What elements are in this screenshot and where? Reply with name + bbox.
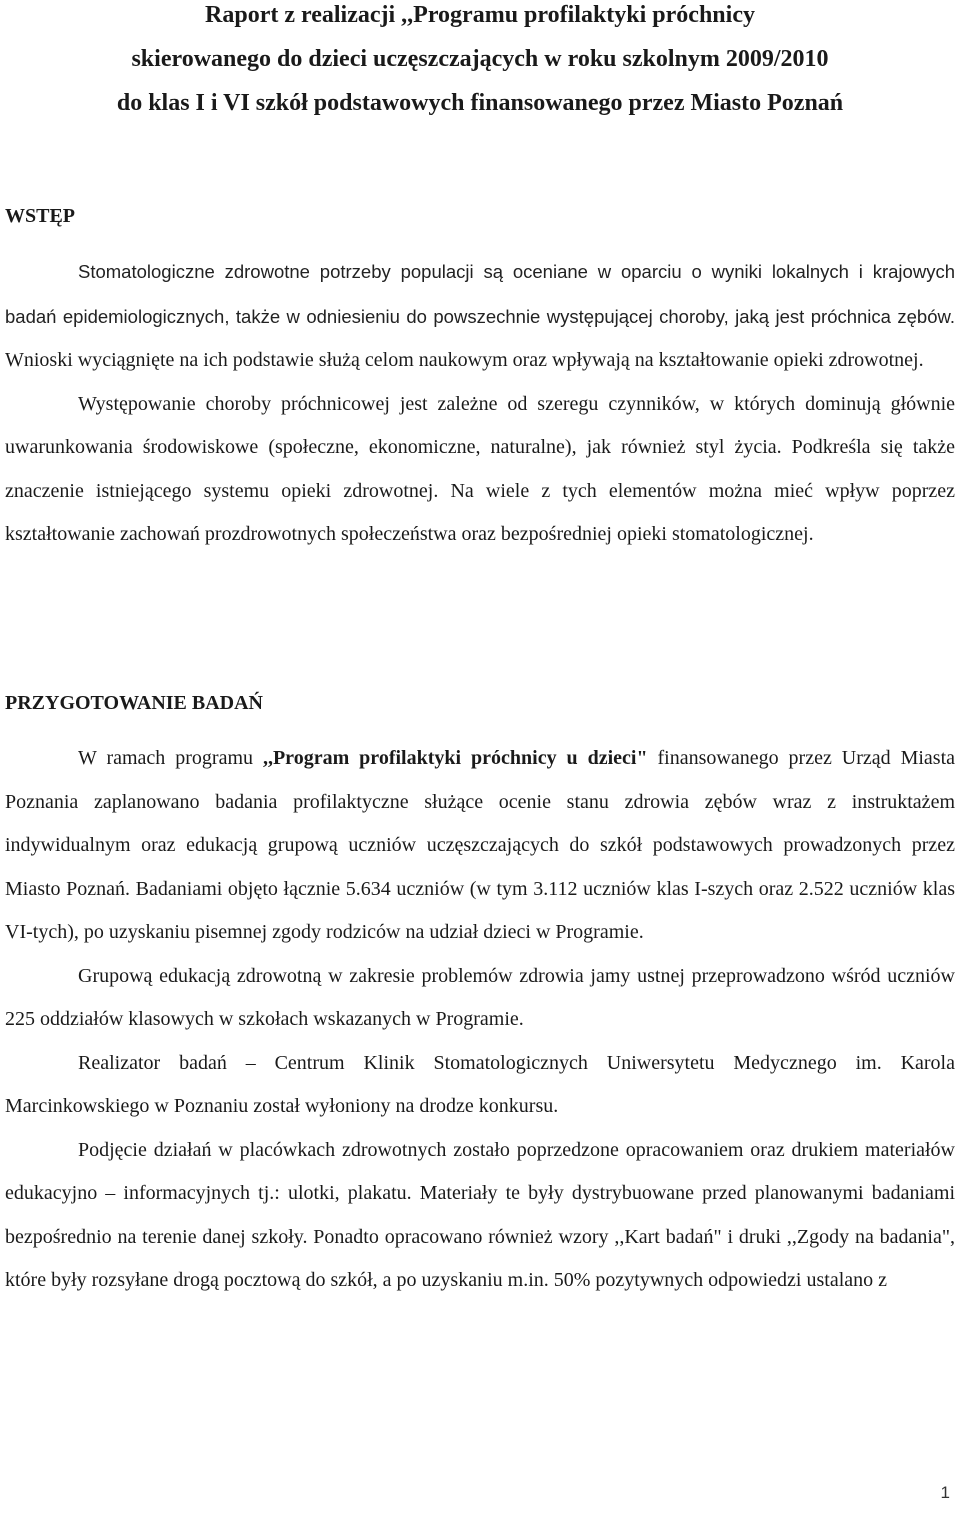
paragraph-preparation-3: Realizator badań – Centrum Klinik Stomatologicznych Uniwersytetu Medycznego im. Karola Marcinkowskiego w Poznaniu został wyłoniony na drodze konkursu. <box>5 1051 955 1117</box>
section-preparation <box>5 737 955 1303</box>
paragraph-intro-1-sans-text: Stomatologiczne zdrowotne potrzeby populacji są oceniane w oparciu o wyniki lokalnych i krajowych badań epidemiologicznych, także w odniesieniu do powszechnie występującej choroby, jaką jest próchnica zębów. <box>5 261 955 327</box>
paragraph-preparation-2: Grupową edukacją zdrowotną w zakresie problemów zdrowia jamy ustnej przeprowadzono wśród uczniów 225 oddziałów klasowych w szkołach wskazanych w Programie. <box>5 964 955 1030</box>
section-heading-preparation: PRZYGOTOWANIE BADAŃ <box>5 692 263 714</box>
paragraph-intro-1 <box>5 250 955 383</box>
section-intro <box>5 250 955 557</box>
section-heading-intro: WSTĘP <box>5 205 76 227</box>
paragraph-intro-2: Występowanie choroby próchnicowej jest zależne od szeregu czynników, w których dominują głównie uwarunkowania środowiskowe (społeczne, ekonomiczne, naturalne), jak również styl życia. Podkreśla się także znaczenie istniejącego systemu opieki zdrowotnej. Na wiele z tych elementów można mieć wpływ poprzez kształtowanie zachowań prozdrowotnych społeczeństwa oraz bezpośredniej opieki stomatologicznej. <box>5 392 955 545</box>
paragraph-preparation-4: Podjęcie działań w placówkach zdrowotnych zostało poprzedzone opracowaniem oraz drukiem materiałów edukacyjno – informacyjnych tj.: ulotki, plakatu. Materiały te były dystrybuowane przed planowanymi badaniami bezpośrednio na terenie danej szkoły. Ponadto opracowano również wzory ,,Kart badań" i druki ,,Zgody na badania", które były rozsyłane drogą pocztową do szkół, a po uzyskaniu m.in. 50% pozytywnych odpowiedzi ustalano z <box>5 1138 955 1291</box>
paragraph-preparation-1 <box>5 737 955 955</box>
title-line-2: skierowanego do dzieci uczęszczających w roku szkolnym 2009/2010 <box>131 46 829 72</box>
title-line-3: do klas I i VI szkół podstawowych finansowanego przez Miasto Poznań <box>116 90 844 116</box>
page-number: 1 <box>940 1483 950 1502</box>
title-line-1: Raport z realizacji ,,Programu profilaktyki próchnicy <box>205 2 755 28</box>
program-intro-text: W ramach programu <box>78 747 263 769</box>
paragraph-intro-1-serif-text: Wnioski wyciągnięte na ich podstawie służą celom naukowym oraz wpływają na kształtowanie opieki zdrowotnej. <box>5 349 924 371</box>
program-name: ,,Program profilaktyki próchnicy u dzieci" <box>262 747 648 769</box>
program-details-text: finansowanego przez Urząd Miasta Poznania zaplanowano badania profilaktyczne służące ocenie stanu zdrowia zębów wraz z instruktażem indywidualnym oraz edukacją grupową uczniów uczęszczających do szkół podstawowych prowadzonych przez Miasto Poznań. Badaniami objęto łącznie 5.634 uczniów (w tym 3.112 uczniów klas I-szych oraz 2.522 uczniów klas VI-tych), po uzyskaniu pisemnej zgody rodziców na udział dzieci w Programie. <box>5 747 956 943</box>
